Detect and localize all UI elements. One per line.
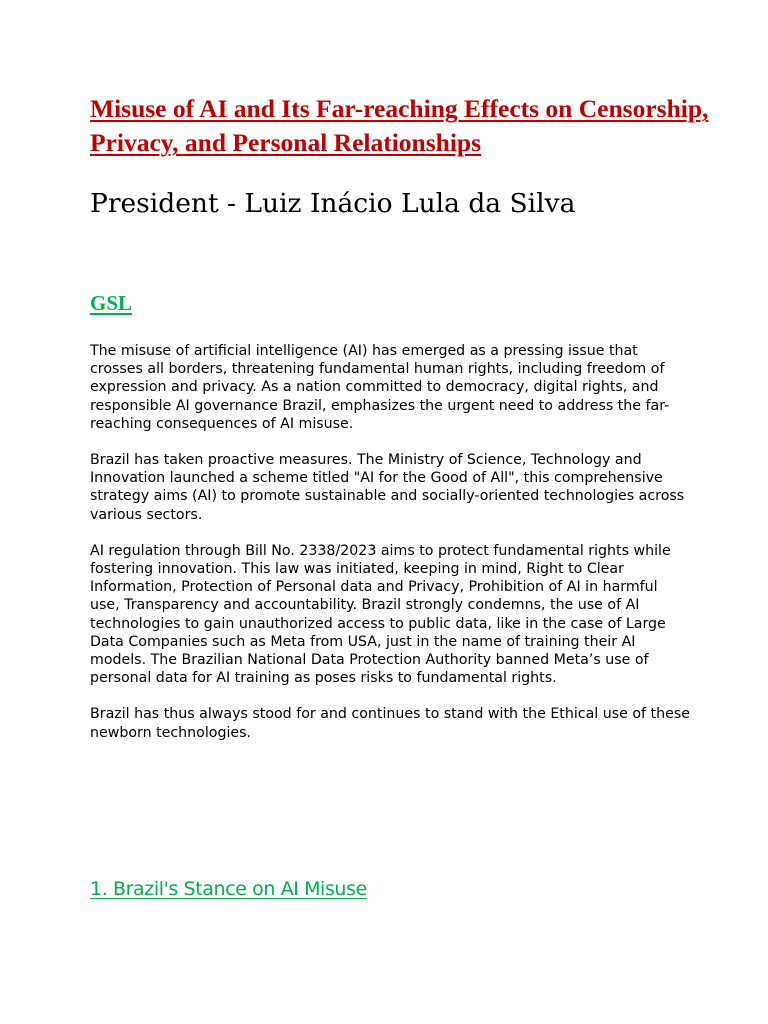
paragraph: Brazil has taken proactive measures. The Ministry of Science, Technology and Innovation launched a scheme titled "AI for the Good of All", this comprehensive strategy aims (AI) to promote sustainable and socially-oriented technologies across various sectors. xyxy=(90,452,685,523)
body-text xyxy=(90,342,690,760)
paragraph: The misuse of artificial intelligence (AI) has emerged as a pressing issue that crosses all borders, threatening fundamental human rights, including freedom of expression and privacy. As a nation committed to democracy, digital rights, and responsible AI governance Brazil, emphasizes the urgent need to address the far-reaching consequences of AI misuse. xyxy=(90,343,670,432)
paragraph: Brazil has thus always stood for and continues to stand with the Ethical use of these newborn technologies. xyxy=(90,706,690,741)
document-subtitle: President - Luiz Inácio Lula da Silva xyxy=(90,188,576,219)
paragraph: AI regulation through Bill No. 2338/2023 aims to protect fundamental rights while fostering innovation. This law was initiated, keeping in mind, Right to Clear Information, Protection of Personal data and Privacy, Prohibition of AI in harmful use, Transparency and accountability. Brazil strongly condemns, the use of AI technologies to gain unauthorized access to public data, like in the case of Large Data Companies such as Meta from USA, just in the name of training their AI models. The Brazilian National Data Protection Authority banned Meta’s use of personal data for AI training as poses risks to fundamental rights. xyxy=(90,542,671,687)
document-title: Misuse of AI and Its Far-reaching Effects on Censorship, Privacy, and Personal Relationships xyxy=(90,94,709,157)
section-label: GSL xyxy=(90,291,133,315)
section-heading: 1. Brazil's Stance on AI Misuse xyxy=(90,878,367,900)
